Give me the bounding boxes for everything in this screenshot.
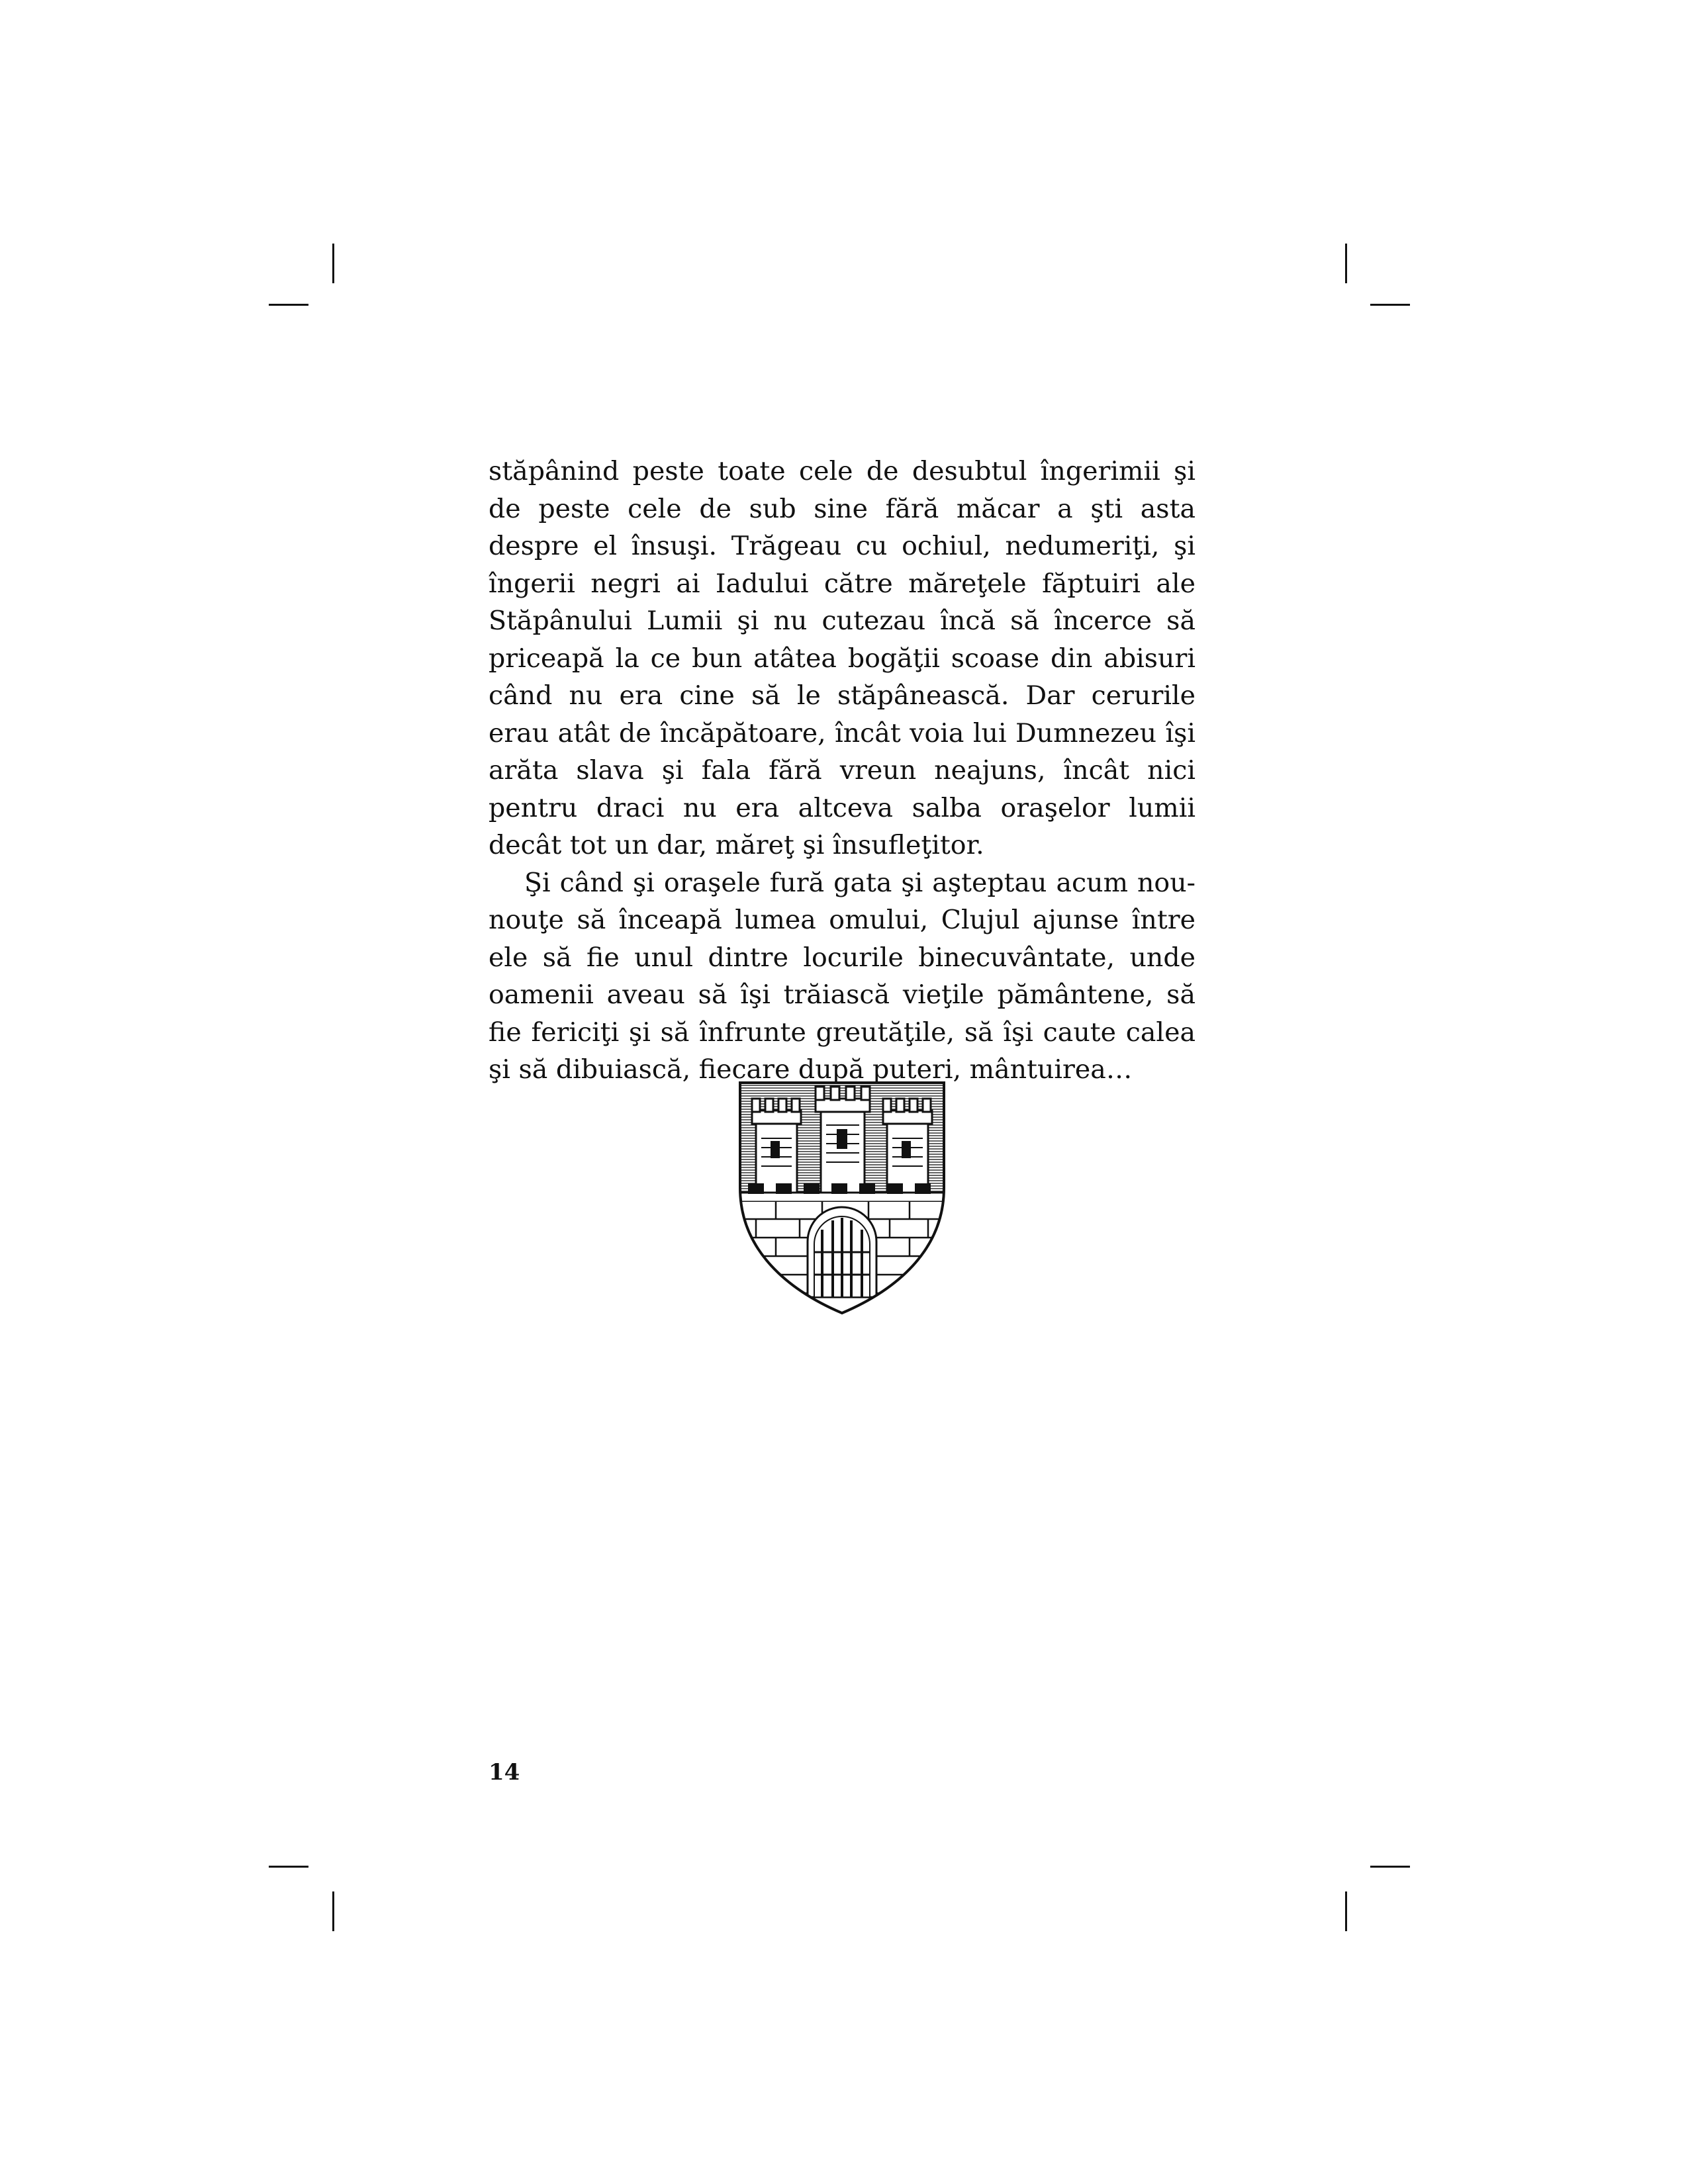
crop-mark-bottom-left-horizontal xyxy=(269,1866,308,1868)
paragraph-2: Şi când şi oraşele fură gata şi aşteptau acum nou-nouţe să înceapă lumea omului, Clujul ajunse între ele să fie unul dintre locurile binecuvântate, unde oamenii aveau să îşi trăiască vieţile pământene, să fie fericiţi şi să înfrunte greutăţile, să îşi caute calea şi să dibuiască, fiecare după puteri, mântuirea… xyxy=(489,867,1196,1085)
crop-mark-top-left-vertical xyxy=(332,244,334,283)
page-number: 14 xyxy=(489,1759,520,1786)
crop-mark-top-right-horizontal xyxy=(1370,304,1410,306)
crop-mark-top-left-horizontal xyxy=(269,304,308,306)
paragraph-1: stăpânind peste toate cele de desubtul îngerimii şi de peste cele de sub sine fără măcar a şti asta despre el însuşi. Trăgeau cu ochiul, nedumeriţi, şi îngerii negri ai Iadului către măreţele făptuiri ale Stăpânului Lumii şi nu cutezau încă să încerce să priceapă la ce bun atâtea bogăţii scoase din abisuri când nu era cine să le stăpânească. Dar cerurile erau atât de încăpătoare, încât voia lui Dumnezeu îşi arăta slava şi fala fără vreun neajuns, încât nici pentru draci nu era altceva salba oraşelor lumii decât tot un dar, măreţ şi însufleţitor. xyxy=(489,456,1196,860)
crop-mark-bottom-right-horizontal xyxy=(1370,1866,1410,1868)
crop-mark-bottom-left-vertical xyxy=(332,1891,334,1931)
crop-mark-bottom-right-vertical xyxy=(1345,1891,1347,1931)
crop-mark-top-right-vertical xyxy=(1345,244,1347,283)
body-text xyxy=(489,453,1196,1089)
coat-of-arms-icon xyxy=(736,1079,948,1317)
